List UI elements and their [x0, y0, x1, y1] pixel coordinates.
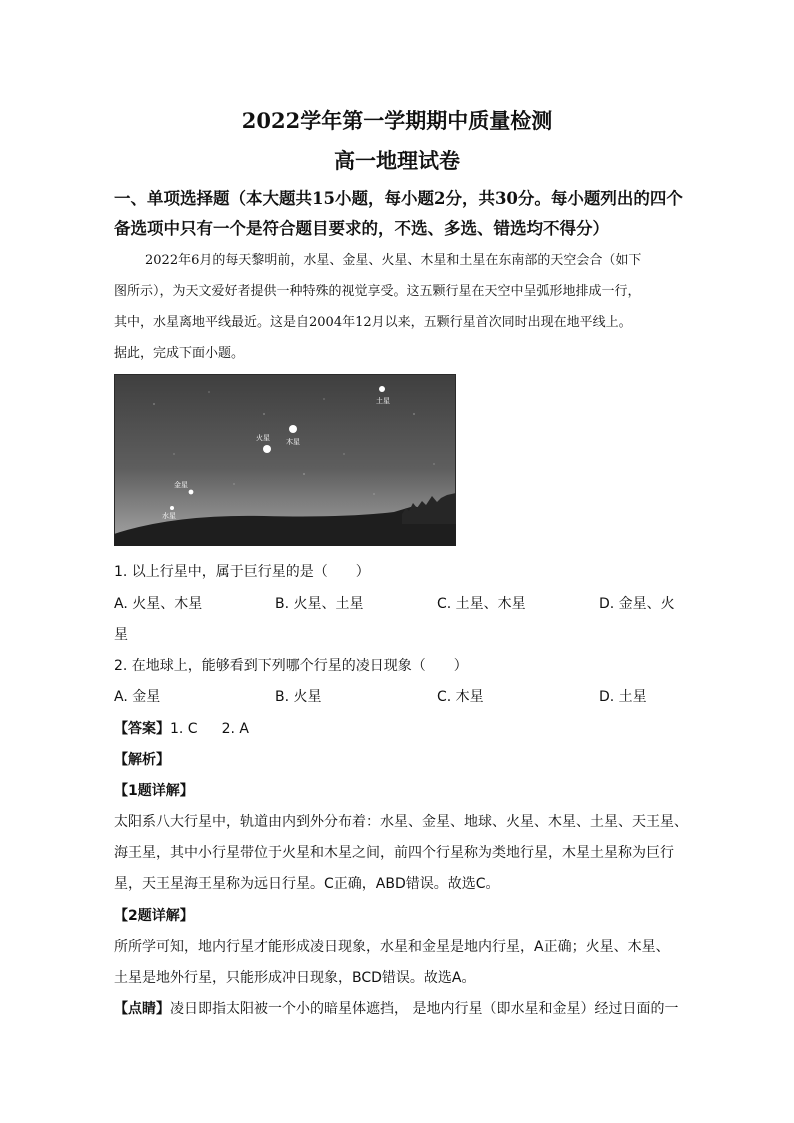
- exam-title: 2022学年第一学期期中质量检测: [241, 108, 553, 133]
- q1-option-b: B. 火星、土星: [275, 596, 364, 612]
- saturn-label: 土星: [376, 397, 390, 405]
- section-heading-line-1: 一、单项选择题（本大题共15小题，每小题2分，共30分。每小题列出的四个: [114, 189, 683, 208]
- section-heading-line-2: 备选项中只有一个是符合题目要求的，不选、多选、错选均不得分）: [114, 219, 609, 238]
- q1-option-a: A. 火星、木星: [114, 596, 203, 612]
- intro-line-4: 据此，完成下面小题。: [114, 346, 245, 361]
- mercury-dot: [170, 506, 174, 510]
- venus-label: 金星: [174, 481, 188, 489]
- venus-dot: [189, 490, 194, 495]
- q2-detail-heading: 【2题详解】: [114, 908, 194, 924]
- q1-detail-line-1: 太阳系八大行星中，轨道由内到外分布着：水星、金星、地球、火星、木星、土星、天王星、: [114, 814, 688, 830]
- tip-line: [114, 998, 678, 1018]
- q1-option-d-continued: 星: [114, 627, 128, 643]
- saturn-dot: [379, 386, 385, 392]
- tip-label: 【点睛】: [114, 1001, 170, 1017]
- exam-subtitle: 高一地理试卷: [334, 148, 460, 173]
- q2-option-c: C. 木星: [437, 689, 484, 705]
- answer-q1: 1. C: [170, 721, 198, 737]
- q2-option-a: A. 金星: [114, 689, 161, 705]
- answer-label: 【答案】: [114, 721, 170, 737]
- jupiter-label: 木星: [286, 438, 300, 446]
- q2-stem: 2. 在地球上，能够看到下列哪个行星的凌日现象（ ）: [114, 658, 468, 674]
- q2-detail-line-2: 土星是地外行星，只能形成冲日现象，BCD错误。故选A。: [114, 970, 476, 986]
- q2-option-d: D. 土星: [599, 689, 647, 705]
- tip-text: 凌日即指太阳被一个小的暗星体遮挡， 是地内行星（即水星和金星）经过日面的一: [170, 1001, 679, 1017]
- analysis-label: 【解析】: [114, 752, 170, 768]
- q1-detail-line-3: 星，天王星海王星称为远日行星。C正确，ABD错误。故选C。: [114, 876, 500, 892]
- q2-detail-line-1: 所所学可知，地内行星才能形成凌日现象，水星和金星是地内行星，A正确；火星、木星、: [114, 939, 670, 955]
- q1-detail-heading: 【1题详解】: [114, 783, 194, 799]
- q1-stem: 1. 以上行星中，属于巨行星的是（ ）: [114, 564, 370, 580]
- q1-option-c: C. 土星、木星: [437, 596, 526, 612]
- jupiter-dot: [289, 425, 297, 433]
- answer-q2: 2. A: [221, 721, 249, 737]
- mars-dot: [263, 445, 271, 453]
- q1-detail-line-2: 海王星，其中小行星带位于火星和木星之间，前四个行星称为类地行星，木星土星称为巨行: [114, 845, 674, 861]
- q1-option-d: D. 金星、火: [599, 596, 675, 612]
- answer-line: [114, 718, 249, 738]
- mercury-label: 水星: [162, 512, 176, 520]
- planet-sky-photo: [114, 374, 456, 546]
- intro-line-2: 图所示），为天文爱好者提供一种特殊的视觉享受。这五颗行星在天空中呈弧形地排成一行，: [114, 284, 641, 299]
- mars-label: 火星: [256, 434, 270, 442]
- intro-line-3: 其中，水星离地平线最近。这是自2004年12月以来，五颗行星首次同时出现在地平线上。: [114, 315, 632, 330]
- intro-line-1: 2022年6月的每天黎明前，水星、金星、火星、木星和土星在东南部的天空会合（如下: [145, 253, 642, 268]
- q2-option-b: B. 火星: [275, 689, 322, 705]
